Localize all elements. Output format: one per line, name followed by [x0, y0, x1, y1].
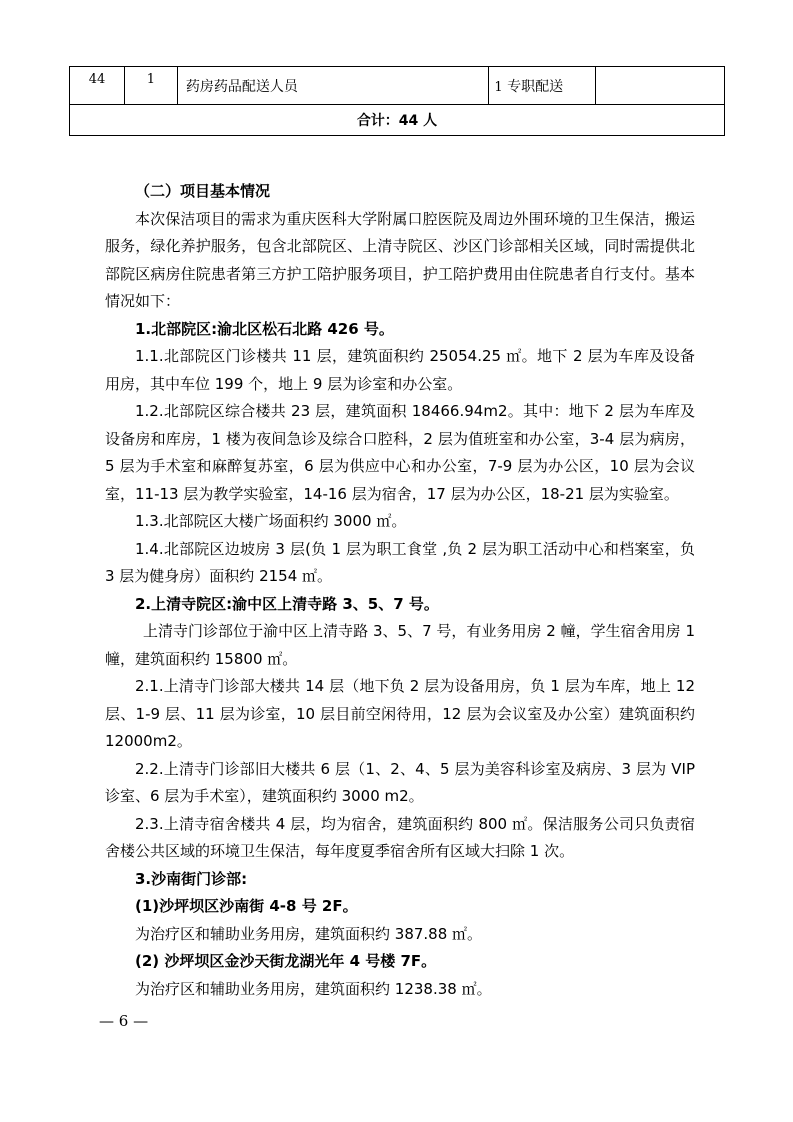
heading-north-campus: 1.北部院区:渝北区松石北路 426 号。: [135, 319, 394, 338]
intro-paragraph: 本次保洁项目的需求为重庆医科大学附属口腔医院及周边外围环境的卫生保洁，搬运服务，绿化养护服务，包含北部院区、上清寺院区、沙区门诊部相关区域，同时需提供北部院区病房住院患者第三方护工陪护服务项目，护工陪护费用由住院患者自行支付。基本情况如下：: [105, 209, 695, 310]
paragraph-2-3: 2.3.上清寺宿舍楼共 4 层，均为宿舍，建筑面积约 800 ㎡。保洁服务公司只负责宿舍楼公共区域的环境卫生保洁，每年度夏季宿舍所有区域大扫除 1 次。: [105, 814, 695, 860]
section-title: （二）项目基本情况: [135, 182, 271, 200]
paragraph-3-2: 为治疗区和辅助业务用房，建筑面积约 1238.38 ㎡。: [135, 979, 492, 998]
mode-value: 专职配送: [507, 78, 564, 95]
paragraph-2-2: 2.2.上清寺门诊部旧大楼共 6 层（1、2、4、5 层为美容科诊室及病房、3 层为 VIP 诊室、6 层为手术室），建筑面积约 3000 m2。: [105, 759, 695, 805]
heading-shanan-site-1: (1)沙坪坝区沙南街 4-8 号 2F。: [135, 897, 358, 915]
paragraph-2-0: 上清寺门诊部位于渝中区上清寺路 3、5、7 号，有业务用房 2 幢，学生宿舍用房 1 幢，建筑面积约 15800 ㎡。: [105, 622, 695, 668]
paragraph-1-4: 1.4.北部院区边坡房 3 层(负 1 层为职工食堂 ,负 2 层为职工活动中心和档案室，负 3 层为健身房）面积约 2154 ㎡。: [105, 539, 695, 585]
row-sub-index-cell: 1: [124, 67, 177, 105]
row-index-cell: 44: [70, 67, 125, 105]
paragraph-2-1: 2.1.上清寺门诊部大楼共 14 层（地下负 2 层为设备用房，负 1 层为车库，地上 12 层、1-9 层、11 层为诊室，10 层目前空闲待用，12 层为会议室及办公室）建筑面积约 12000m2。: [105, 677, 695, 750]
total-cell: 合计：44 人: [70, 105, 725, 136]
page-number: — 6 —: [99, 1012, 149, 1030]
heading-shanan-site-2: (2) 沙坪坝区金沙天街龙湖光年 4 号楼 7F。: [135, 952, 437, 970]
heading-shangqingsi-campus: 2.上清寺院区:渝中区上清寺路 3、5、7 号。: [135, 594, 439, 613]
paragraph-1-1: 1.1.北部院区门诊楼共 11 层，建筑面积约 25054.25 ㎡。地下 2 层为车库及设备用房，其中车位 199 个，地上 9 层为诊室和办公室。: [105, 347, 695, 393]
role-cell: 药房药品配送人员: [177, 67, 489, 105]
heading-shanan-clinic: 3.沙南街门诊部:: [135, 869, 248, 888]
mode-cell: [489, 67, 596, 105]
paragraph-1-3: 1.3.北部院区大楼广场面积约 3000 ㎡。: [135, 512, 407, 530]
paragraph-3-1: 为治疗区和辅助业务用房，建筑面积约 387.88 ㎡。: [135, 924, 483, 943]
paragraph-1-2: 1.2.北部院区综合楼共 23 层，建筑面积 18466.94m2。其中：地下 2 层为车库及设备房和库房，1 楼为夜间急诊及综合口腔科，2 层为值班室和办公室，3-4 层为病房，5 层为手术室和麻醉复苏室，6 层为供应中心和办公室，7-9 层为办公区，10 层为会议室，11-13 层为教学实验室，14-16 层为宿舍，17 层为办公区，18-21 层为实验室。: [105, 402, 695, 503]
document-body: [105, 178, 695, 1003]
note-cell: [596, 67, 725, 105]
qty-value: 1: [494, 79, 503, 95]
staff-table: [69, 66, 725, 136]
table-total-row: [70, 105, 725, 136]
table-row: [70, 67, 725, 105]
